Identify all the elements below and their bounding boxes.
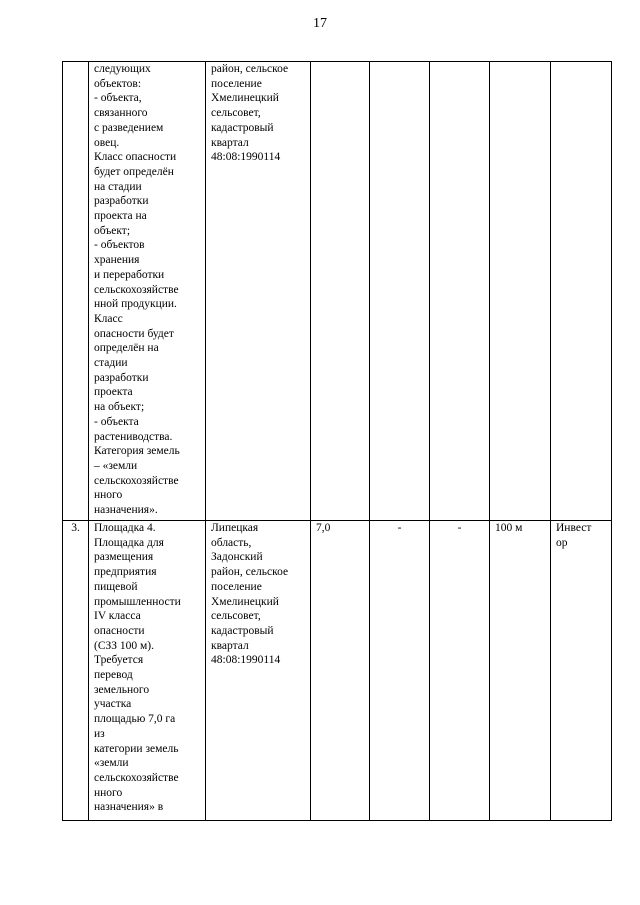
cell-text-line: IV класса bbox=[94, 610, 141, 623]
cell-text-line: сельскохозяйстве bbox=[94, 474, 179, 487]
area-cell: 7,0 bbox=[311, 521, 370, 821]
cell-text-line: перевод bbox=[94, 669, 133, 682]
cell-text-line: определён на bbox=[94, 342, 159, 355]
cell-text-line: область, bbox=[211, 536, 252, 549]
cell-text-line: - объекта bbox=[94, 415, 139, 428]
row-number-cell: 3. bbox=[63, 521, 89, 821]
cell-text-line: район, сельское bbox=[211, 63, 289, 75]
cell-text-line: район, сельское bbox=[211, 566, 289, 579]
cell-text-line: нного bbox=[94, 786, 123, 799]
cell-text-line: Хмелинецкий bbox=[211, 92, 279, 105]
sanitary-zone-cell bbox=[490, 62, 551, 521]
cell-text-line: Липецкая bbox=[211, 522, 259, 534]
cell-text-line: кадастровый bbox=[211, 624, 274, 637]
cell-text-line: – «земли bbox=[94, 459, 138, 472]
area-cell bbox=[311, 62, 370, 521]
cell-text-line: растениводства. bbox=[94, 430, 173, 443]
cell-text-line: хранения bbox=[94, 254, 140, 267]
cell-text-line: с разведением bbox=[94, 121, 164, 134]
column-5-cell: - bbox=[370, 521, 430, 821]
cell-text-line: объект; bbox=[94, 224, 131, 237]
document-table bbox=[62, 61, 612, 821]
cell-text-line: земельного bbox=[94, 683, 150, 696]
cell-text-line: Требуется bbox=[94, 654, 144, 667]
cell-text-line: и переработки bbox=[94, 268, 165, 281]
location-cell bbox=[206, 521, 311, 821]
cell-text-line: квартал bbox=[211, 639, 249, 652]
cell-text-line: овец. bbox=[94, 136, 120, 149]
cell-text-line: разработки bbox=[94, 371, 149, 384]
cell-text-line: - объектов bbox=[94, 239, 145, 252]
cell-text-line: следующих bbox=[94, 63, 151, 75]
cell-text-line: назначения». bbox=[94, 504, 158, 517]
cell-text-line: участка bbox=[94, 698, 132, 711]
initiator-cell bbox=[551, 62, 612, 521]
cell-text-line: стадии bbox=[94, 357, 128, 370]
cell-text-line: Категория земель bbox=[94, 445, 180, 458]
column-6-cell bbox=[430, 62, 490, 521]
row-number-cell bbox=[63, 62, 89, 521]
cell-text-line: «земли bbox=[94, 757, 129, 770]
cell-text-line: квартал bbox=[211, 136, 249, 149]
cell-text-line: поселение bbox=[211, 77, 262, 90]
cell-text-line: на стадии bbox=[94, 180, 142, 193]
cell-text-line: из bbox=[94, 727, 105, 740]
cell-text-line: Площадка для bbox=[94, 536, 164, 549]
initiator-cell bbox=[551, 521, 612, 821]
cell-text-line: поселение bbox=[211, 580, 262, 593]
cell-text-line: категории земель bbox=[94, 742, 179, 755]
cell-text-line: назначения» в bbox=[94, 801, 164, 814]
cell-text-line: 48:08:1990114 bbox=[211, 654, 281, 667]
cell-text-line: Класс опасности bbox=[94, 151, 177, 164]
sanitary-zone-cell: 100 м bbox=[490, 521, 551, 821]
cell-text-line: разработки bbox=[94, 195, 149, 208]
cell-text-line: Инвест bbox=[556, 522, 592, 534]
cell-text-line: опасности будет bbox=[94, 327, 174, 340]
page-number: 17 bbox=[313, 16, 327, 31]
cell-text-line: нной продукции. bbox=[94, 298, 177, 311]
cell-text-line: сельсовет, bbox=[211, 107, 261, 120]
cell-text-line: пищевой bbox=[94, 580, 138, 593]
description-cell bbox=[89, 521, 206, 821]
cell-text-line: нного bbox=[94, 489, 123, 502]
cell-text-line: опасности bbox=[94, 624, 145, 637]
cell-text-line: промышленности bbox=[94, 595, 181, 608]
cell-text-line: Задонский bbox=[211, 551, 263, 564]
cell-text-line: проекта bbox=[94, 386, 133, 399]
cell-text-line: связанного bbox=[94, 107, 148, 120]
cell-text-line: кадастровый bbox=[211, 121, 274, 134]
cell-text-line: 48:08:1990114 bbox=[211, 151, 281, 164]
cell-text-line: сельскохозяйстве bbox=[94, 283, 179, 296]
cell-text-line: - объекта, bbox=[94, 92, 142, 105]
cell-text-line: Площадка 4. bbox=[94, 522, 156, 534]
column-5-cell bbox=[370, 62, 430, 521]
column-6-cell: - bbox=[430, 521, 490, 821]
cell-text-line: ор bbox=[556, 536, 568, 549]
table-row bbox=[63, 521, 612, 821]
cell-text-line: Класс bbox=[94, 312, 123, 325]
table-row bbox=[63, 62, 612, 521]
location-cell bbox=[206, 62, 311, 521]
cell-text-line: предприятия bbox=[94, 566, 157, 579]
cell-text-line: размещения bbox=[94, 551, 154, 564]
cell-text-line: сельскохозяйстве bbox=[94, 771, 179, 784]
cell-text-line: площадью 7,0 га bbox=[94, 713, 176, 726]
cell-text-line: Хмелинецкий bbox=[211, 595, 279, 608]
cell-text-line: на объект; bbox=[94, 401, 145, 414]
cell-text-line: (СЗЗ 100 м). bbox=[94, 639, 155, 652]
description-cell bbox=[89, 62, 206, 521]
cell-text-line: будет определён bbox=[94, 165, 174, 178]
cell-text-line: объектов: bbox=[94, 77, 142, 90]
cell-text-line: сельсовет, bbox=[211, 610, 261, 623]
cell-text-line: проекта на bbox=[94, 210, 147, 223]
